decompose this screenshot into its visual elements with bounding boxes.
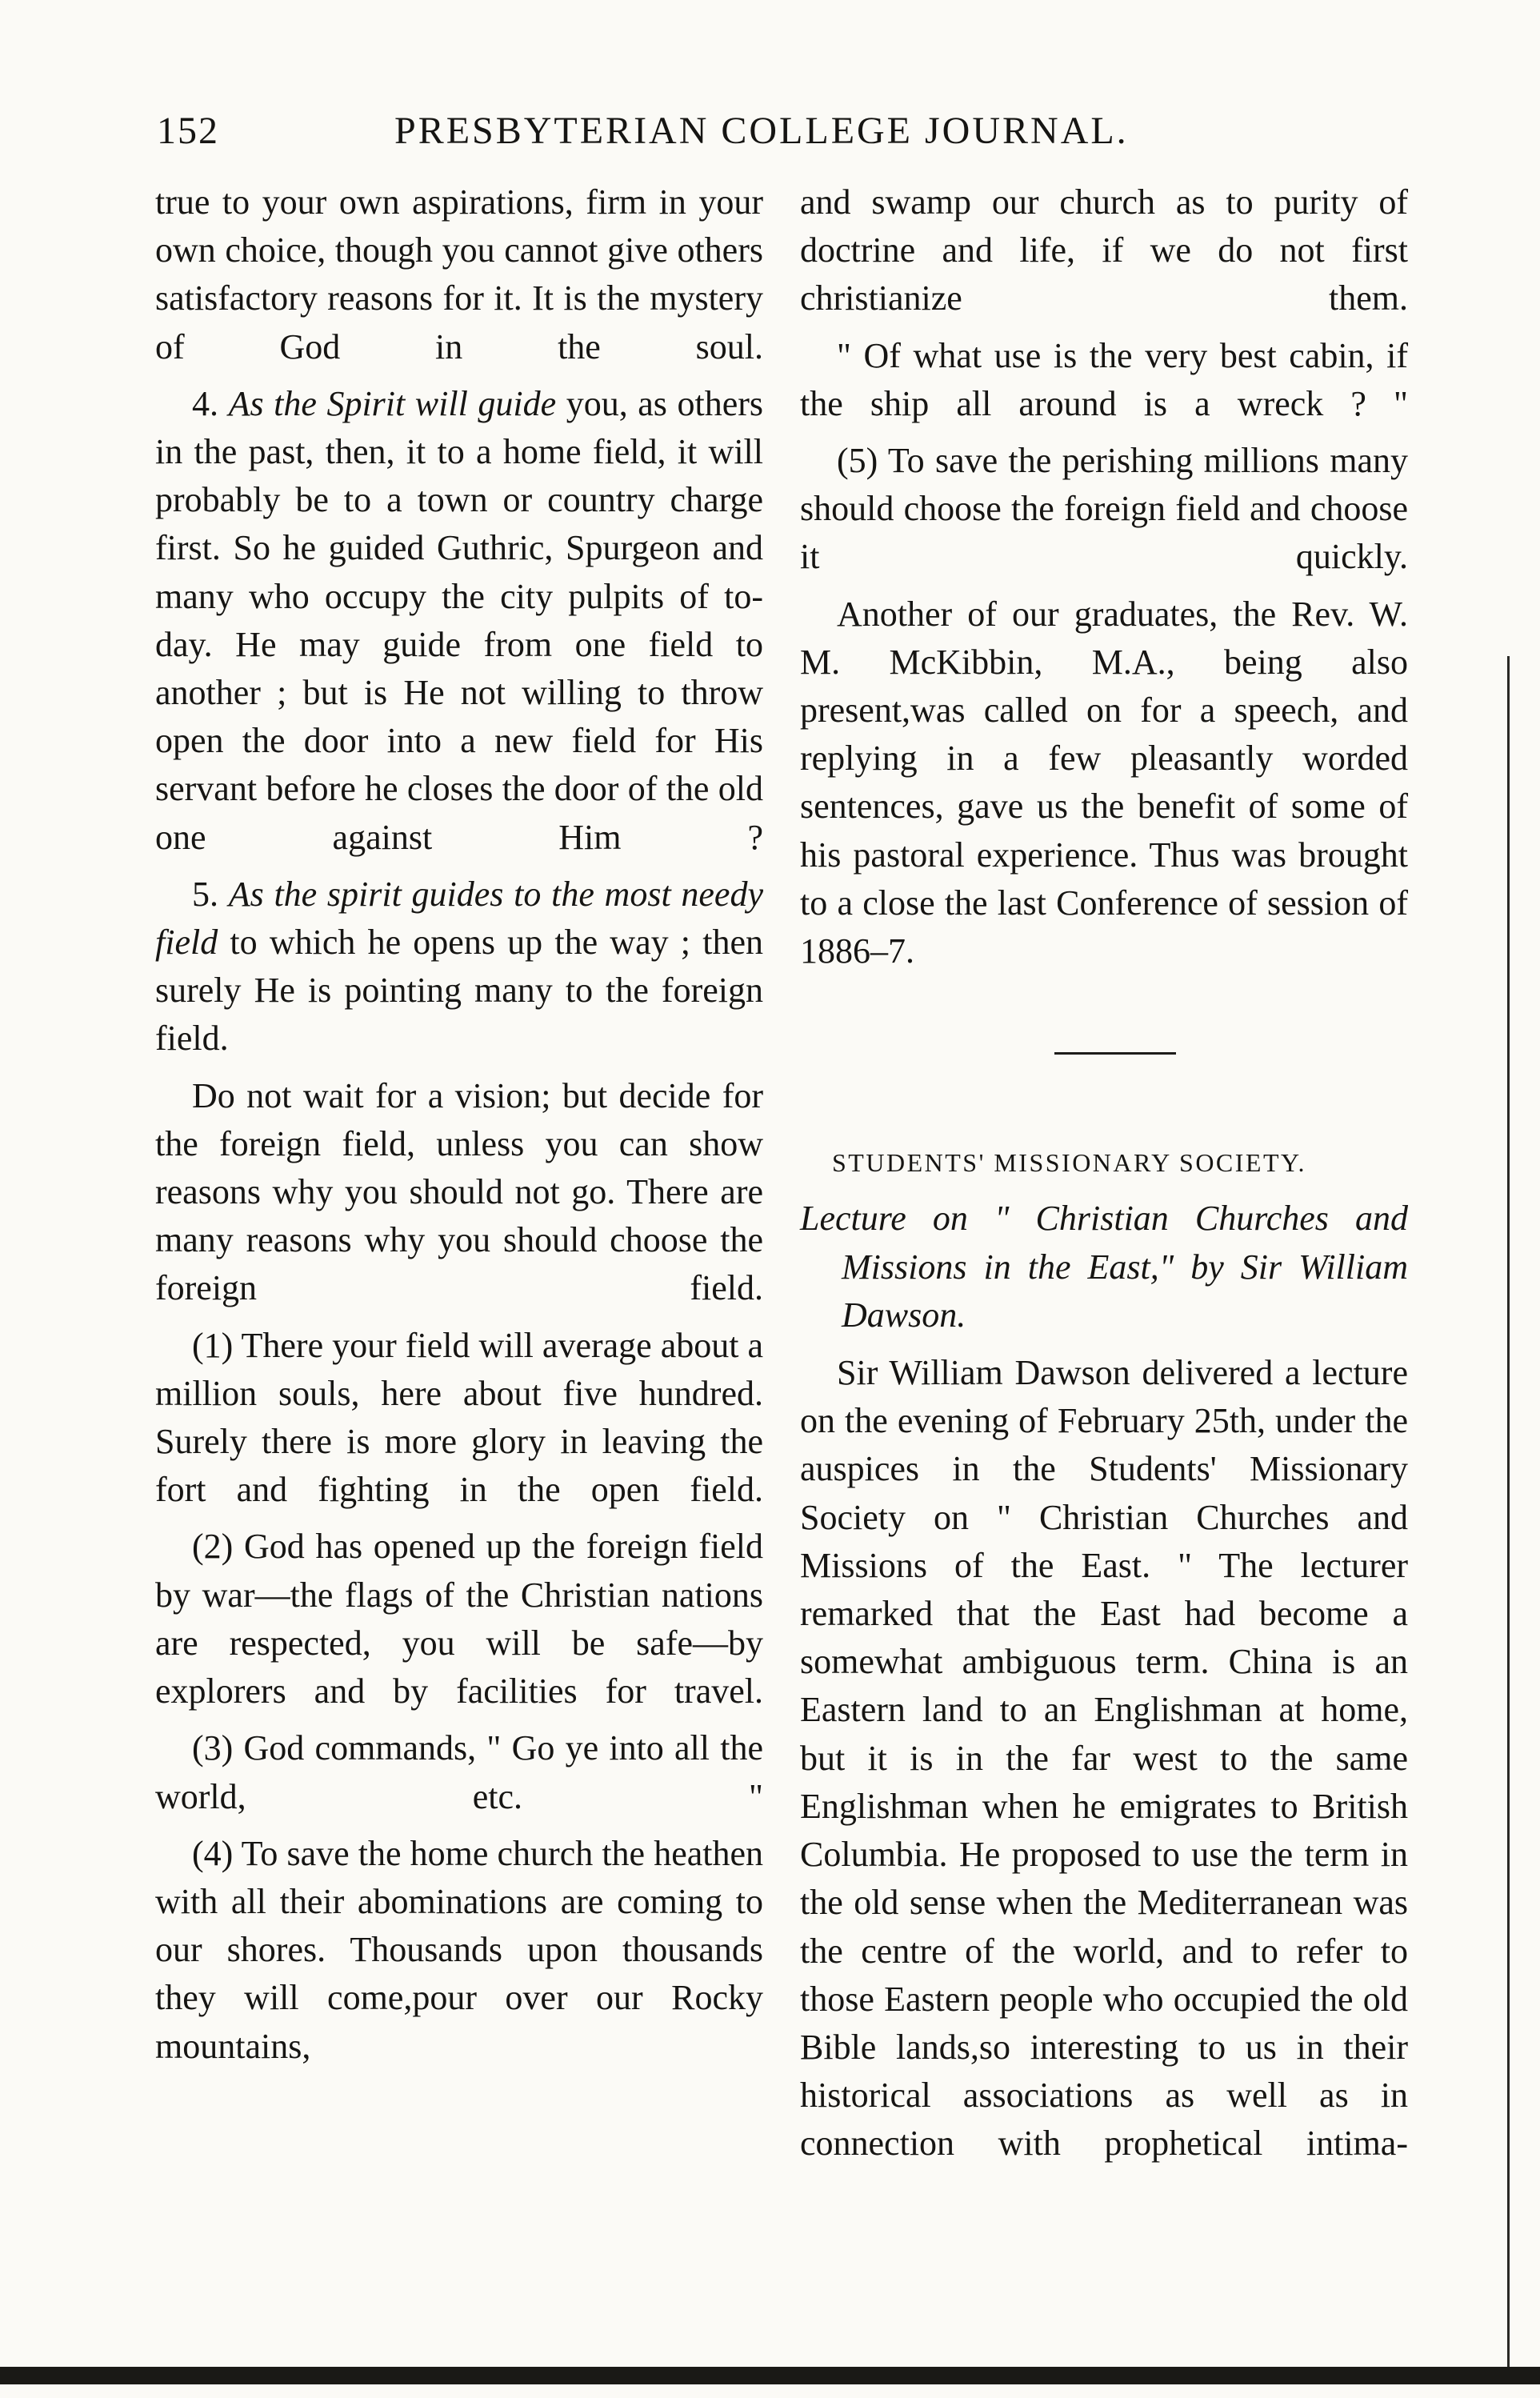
paragraph: (3) God commands, " Go ye into all the world, etc. " (155, 1728, 763, 1816)
paragraph: (4) To save the home church the heathen with all their abominations are coming to our shores. Thousands upon thousands they will come,pour over our Rocky mountains, (155, 1833, 763, 2066)
paragraph: (1) There your field will average about a million souls, here about five hundred. Surely there is more glory in leaving the fort and fighting in the open field. (155, 1325, 763, 1510)
page-number: 152 (157, 110, 219, 152)
running-header (157, 109, 1429, 165)
italic-phrase: As the spirit guides to the most needy field (155, 874, 763, 963)
paragraph: Do not wait for a vision; but decide for the foreign field, unless you can show reasons why you should not go. There are many reasons why you should choose the foreign field. (155, 1075, 763, 1308)
right-column (800, 178, 1408, 2177)
item-number: 5. (192, 874, 218, 914)
page-bottom-edge (0, 2367, 1540, 2384)
paragraph: true to your own aspirations, firm in your own choice, though you cannot give others satisfactory reasons for it. It is the mystery of God in the soul. (155, 182, 763, 366)
paragraph: (5) To save the perishing millions many should choose the foreign field and choose it quickly. (800, 441, 1408, 577)
journal-title: PRESBYTERIAN COLLEGE JOURNAL. (394, 110, 1129, 152)
quotation: " Of what use is the very best cabin, if the ship all around is a wreck ? " (800, 335, 1408, 423)
paragraph-text: you, as others in the past, then, it to a home field, it will probably be to a town or country charge first. So he guided Guthric, Spurgeon and many who occupy the city pulpits of to-day. He may guide from one field to another ; but is He not willing to throw open the door into a new field for His servant before he closes the door of the old one against Him ? (155, 383, 764, 857)
paragraph: Another of our graduates, the Rev. W. M. McKibbin, M.A., being also present,was called on for a speech, and replying in a few pleasantly worded sentences, gave us the benefit of some of his pastoral experience. Thus was brought to a close the last Conference of session of 1886–7. (800, 594, 1408, 971)
left-column (155, 178, 763, 2080)
page-edge-shadow (1507, 656, 1510, 2368)
section-heading: STUDENTS' MISSIONARY SOCIETY. (832, 1148, 1306, 1178)
italic-phrase: As the Spirit will guide (228, 383, 557, 423)
paragraph: Sir William Dawson delivered a lecture on the evening of February 25th, under the auspices in the Students' Missionary Society on " Christian Churches and Missions of the East. " The lecturer remarked that the East had become a somewhat ambiguous term. China is an Eastern land to an Englishman at home, but it is in the far west to the same Englishman when he emigrates to British Columbia. He proposed to use the term in the old sense when the Mediterranean was the centre of the world, and to refer to those Eastern people who occupied the old Bible lands,so interesting to us in their historical associations as well as in connection with prophetical intima- (800, 1353, 1408, 2164)
paragraph-text: to which he opens up the way ; then surely He is pointing many to the foreign field. (155, 923, 763, 1059)
paragraph (155, 871, 763, 1063)
lecture-title: Lecture on " Christian Churches and Missions in the East," by Sir William Dawson. (800, 1199, 1408, 1335)
paragraph: (2) God has opened up the foreign field by war—the flags of the Christian nations are respected, you will be safe—by explorers and by facilities for travel. (155, 1527, 763, 1711)
section-divider (1054, 1052, 1176, 1055)
paragraph (155, 380, 763, 862)
item-number: 4. (192, 383, 218, 423)
paragraph: and swamp our church as to purity of doctrine and life, if we do not first christianize them. (800, 182, 1408, 318)
